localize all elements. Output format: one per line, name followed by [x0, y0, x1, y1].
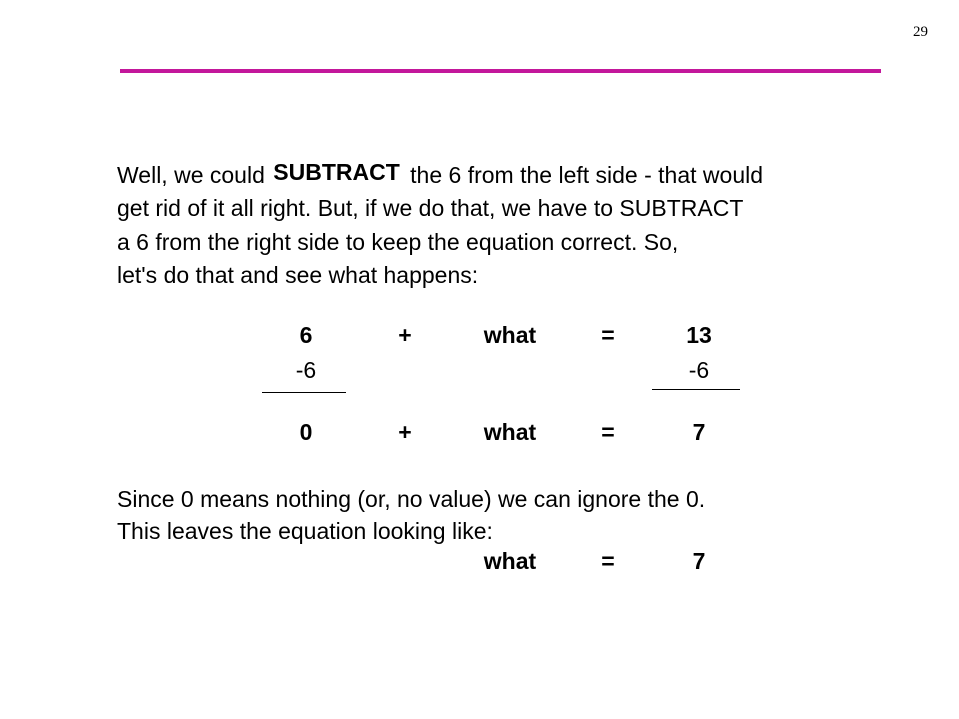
intro-line-1-before: Well, we could: [117, 162, 265, 188]
subtract-emphasis: SUBTRACT: [273, 159, 400, 185]
intro-line-2: get rid of it all right. But, if we do that, we have to SUBTRACT: [117, 195, 744, 221]
eq1-left-number: 6: [299, 322, 313, 348]
eq3-plus: +: [398, 419, 412, 445]
intro-line-4: let's do that and see what happens:: [117, 262, 479, 288]
eq2-right-subtract: -6: [688, 357, 710, 383]
eq3-what: what: [483, 419, 537, 445]
result-what: what: [483, 548, 537, 574]
eq1-right-number: 13: [686, 322, 712, 348]
result-number: 7: [692, 548, 706, 574]
eq1-what: what: [483, 322, 537, 348]
conclusion-line-2: This leaves the equation looking like:: [117, 518, 493, 544]
eq1-plus: +: [398, 322, 412, 348]
intro-line-3: a 6 from the right side to keep the equation correct. So,: [117, 229, 679, 255]
eq3-equals: =: [601, 419, 615, 445]
eq1-equals: =: [601, 322, 615, 348]
result-equals: =: [601, 548, 615, 574]
accent-rule: [120, 69, 881, 73]
left-underline: [262, 392, 346, 393]
right-underline: [652, 389, 740, 390]
intro-line-1-after: the 6 from the left side - that would: [410, 162, 764, 188]
eq3-right-number: 7: [692, 419, 706, 445]
intro-line-1: [117, 160, 763, 190]
page-number: 29: [913, 24, 928, 40]
eq3-left-number: 0: [299, 419, 313, 445]
conclusion-line-1: Since 0 means nothing (or, no value) we can ignore the 0.: [117, 486, 706, 512]
eq2-left-subtract: -6: [295, 357, 317, 383]
